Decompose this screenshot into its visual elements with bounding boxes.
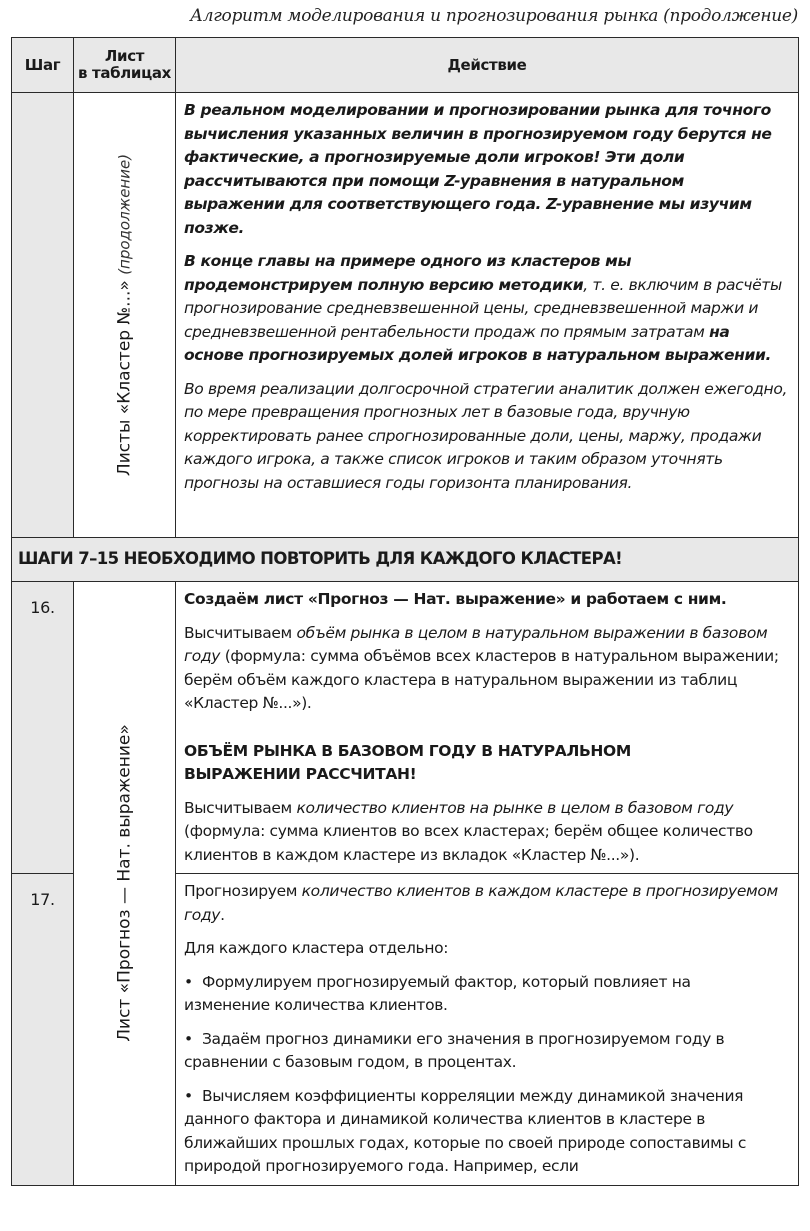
italic-text: объём рынка в целом в натуральном выражении в базовом году bbox=[184, 623, 768, 665]
algorithm-table bbox=[11, 37, 799, 1186]
header-sheet bbox=[74, 38, 176, 93]
action-cell-step17 bbox=[176, 874, 799, 1186]
plain-text: . bbox=[220, 905, 225, 924]
emphasis-text: В конце главы на примере одного из кластеров мы продемонстрируем полную версию методики bbox=[184, 252, 632, 294]
bullet-item: • Задаём прогноз динамики его значения в прогнозируемом году в сравнении с базовым годом, в процентах. bbox=[184, 1028, 784, 1075]
sheet-cell-clusters bbox=[74, 93, 176, 538]
notice-text: ОБЪЁМ РЫНКА В БАЗОВОМ ГОДУ В НАТУРАЛЬНОМ ВЫРАЖЕНИИ РАССЧИТАН! bbox=[184, 741, 631, 783]
italic-text: , т. е. включим в расчёты прогнозирование средневзвешенной цены, средневзвешенной маржи и средневзвешенной рентабельности продаж по прямым затратам bbox=[184, 275, 782, 341]
header-sheet-line1: Лист bbox=[104, 47, 145, 65]
sheet-label-note: (продолжение) bbox=[114, 153, 133, 275]
italic-text: количество клиентов в каждом кластере в прогнозируемом году bbox=[184, 882, 778, 924]
emphasis-text: на основе прогнозируемых долей игроков в натуральном выражении. bbox=[184, 322, 772, 364]
action-paragraph: Для каждого кластера отдельно: bbox=[184, 939, 449, 957]
sheet-label-text: Листы «Кластер №...» bbox=[113, 280, 134, 477]
sheet-label-forecast: Лист «Прогноз — Нат. выражение» bbox=[113, 724, 134, 1043]
step-number: 17. bbox=[12, 874, 74, 1186]
table-row-step16 bbox=[12, 582, 799, 874]
action-paragraph bbox=[184, 797, 788, 868]
plain-text: Высчитываем bbox=[184, 798, 297, 817]
action-cell-step16 bbox=[176, 582, 799, 874]
step-number: 16. bbox=[12, 582, 74, 874]
bullet-item: • Формулируем прогнозируемый фактор, который повлияет на изменение количества клиентов. bbox=[184, 971, 744, 1018]
step-title: Создаём лист «Прогноз — Нат. выражение» и работаем с ним. bbox=[184, 590, 727, 608]
action-paragraph bbox=[184, 622, 788, 716]
sheet-cell-forecast bbox=[74, 582, 176, 1186]
step-cell-empty bbox=[12, 93, 74, 538]
banner-row bbox=[12, 538, 799, 582]
table-caption: Алгоритм моделирования и прогнозирования рынка (продолжение) bbox=[190, 6, 798, 26]
plain-text: (формула: сумма объёмов всех кластеров в натуральном выражении; берём объём каждого кластера в натуральном выражении из таблиц «Кластер №...»). bbox=[184, 647, 779, 712]
bullet-item: • Вычисляем коэффициенты корреляции между динамикой значения данного фактора и динамикой количества клиентов в кластере в ближайших прошлых годах, которые по своей природе сопоставимы с природой прогнозируемого года. Например, если bbox=[184, 1085, 788, 1179]
plain-text: Прогнозируем bbox=[184, 882, 302, 900]
action-cell-continued bbox=[176, 93, 799, 538]
table-row-continued bbox=[12, 93, 799, 538]
header-sheet-line2: в таблицах bbox=[78, 64, 171, 82]
action-paragraph bbox=[184, 250, 788, 368]
sheet-label-clusters bbox=[113, 154, 137, 476]
header-row bbox=[12, 38, 799, 93]
banner-text: ШАГИ 7–15 НЕОБХОДИМО ПОВТОРИТЬ ДЛЯ КАЖДОГО КЛАСТЕРА! bbox=[12, 538, 799, 582]
header-action: Действие bbox=[176, 38, 799, 93]
plain-text: Высчитываем bbox=[184, 623, 297, 642]
plain-text: (формула: сумма клиентов во всех кластерах; берём общее количество клиентов в каждом кластере из вкладок «Кластер №...»). bbox=[184, 822, 753, 864]
italic-text: количество клиентов на рынке в целом в базовом году bbox=[296, 798, 734, 817]
header-step: Шаг bbox=[12, 38, 74, 93]
action-paragraph bbox=[184, 880, 788, 927]
action-paragraph: Во время реализации долгосрочной стратегии аналитик должен ежегодно, по мере превращения прогнозных лет в базовые года, вручную корректировать ранее спрогнозированные доли, цены, маржу, продажи каждого игрока, а также список игроков и таким образом уточнять прогнозы на оставшиеся годы горизонта планирования. bbox=[184, 379, 788, 492]
action-paragraph: В реальном моделировании и прогнозировании рынка для точного вычисления указанных величин в прогнозируемом году берутся не фактические, а прогнозируемые доли игроков! Эти доли рассчитываются при помощи Z-уравнения в натуральном выражении для соответствующего года. Z-уравнение мы изучим позже. bbox=[184, 101, 772, 237]
